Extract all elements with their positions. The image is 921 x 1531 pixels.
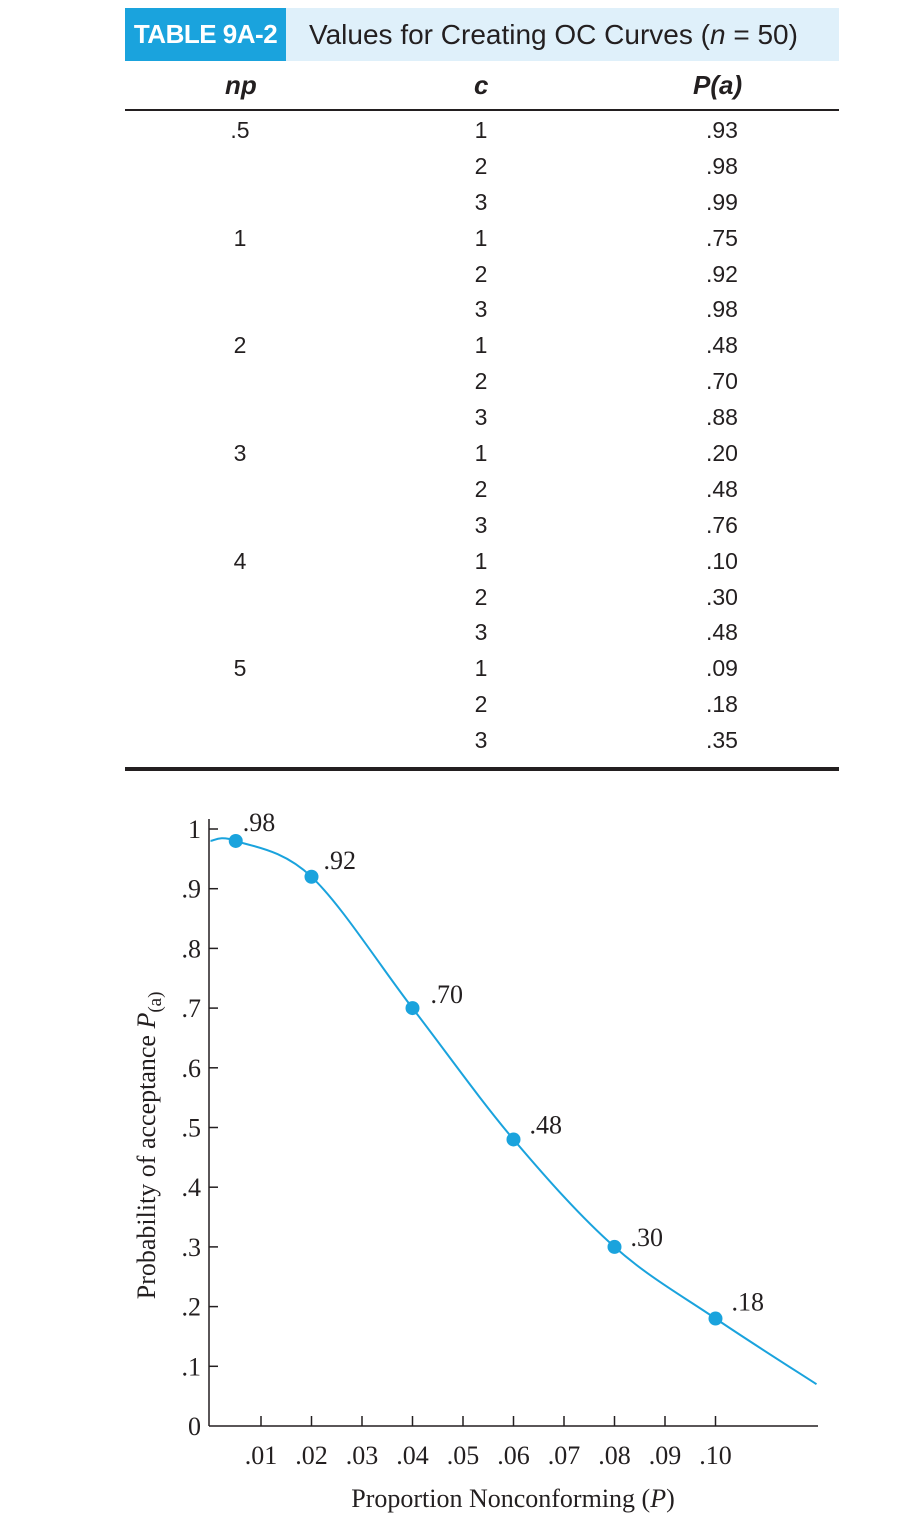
data-points [229, 808, 764, 1326]
cell-c: 3 [474, 296, 488, 323]
column-header-pa: P(a) [693, 70, 743, 100]
cell-pa: .99 [706, 188, 738, 215]
table-row [125, 400, 839, 436]
cell-c: 2 [474, 152, 488, 179]
x-tick-label: .06 [497, 1441, 530, 1470]
table-body [125, 113, 839, 759]
data-point [608, 1240, 622, 1254]
cell-pa: .48 [706, 332, 738, 359]
table-row [125, 113, 839, 149]
cell-pa: .70 [706, 368, 738, 395]
table-row [125, 651, 839, 687]
y-tick-label: .5 [181, 1113, 201, 1143]
oc-curve-line [211, 838, 817, 1384]
table-row [125, 580, 839, 616]
table-row [125, 292, 839, 328]
table-row [125, 472, 839, 508]
axes [182, 815, 819, 1470]
x-tick-label: .04 [396, 1441, 429, 1470]
data-label: .18 [731, 1287, 764, 1317]
cell-c: 1 [474, 224, 488, 251]
table-row [125, 687, 839, 723]
cell-np: .5 [230, 117, 250, 143]
y-tick-label: .1 [181, 1352, 201, 1382]
cell-c: 3 [474, 511, 488, 538]
data-label: .98 [242, 807, 276, 837]
data-label: .92 [323, 845, 356, 875]
cell-pa: .48 [706, 619, 738, 646]
y-tick-label: .8 [181, 934, 201, 964]
data-label: .30 [630, 1222, 663, 1252]
y-axis-label: Probability of acceptance $P_{(a)}$ [132, 991, 166, 1300]
y-tick-label: .7 [181, 994, 201, 1024]
cell-c: 2 [474, 583, 488, 610]
cell-c: 1 [474, 655, 488, 682]
cell-c: 3 [474, 619, 488, 646]
x-tick-label: .01 [244, 1441, 278, 1470]
table-top-rule [125, 109, 839, 111]
cell-c: 2 [474, 475, 488, 502]
cell-np: 5 [233, 655, 247, 682]
cell-c: 3 [474, 188, 488, 215]
cell-pa: .98 [706, 296, 738, 323]
x-tick-label: .08 [598, 1441, 631, 1470]
cell-c: 1 [474, 117, 488, 143]
cell-pa: .75 [706, 224, 738, 251]
y-tick-label: .9 [181, 874, 201, 904]
data-label: .48 [529, 1110, 562, 1140]
x-tick-label: .07 [547, 1441, 581, 1470]
cell-pa: .10 [706, 547, 738, 574]
data-label: .70 [430, 980, 463, 1010]
cell-pa: .92 [706, 260, 738, 287]
data-point [229, 834, 243, 848]
cell-np: 1 [233, 224, 247, 251]
cell-c: 3 [474, 727, 488, 754]
data-point [305, 870, 319, 884]
x-tick-label: .05 [446, 1441, 480, 1470]
x-axis-label: Proportion Nonconforming (P) [351, 1484, 675, 1513]
y-tick-label: 0 [188, 1412, 201, 1441]
data-point [709, 1312, 723, 1326]
cell-pa: .35 [706, 727, 738, 754]
table-row [125, 508, 839, 544]
cell-pa: .48 [706, 475, 738, 502]
column-header-c: c [474, 70, 489, 100]
table-row [125, 436, 839, 472]
y-tick-label: .4 [181, 1173, 201, 1203]
data-point [507, 1132, 521, 1146]
cell-c: 3 [474, 404, 488, 431]
cell-pa: .93 [706, 117, 738, 143]
cell-pa: .20 [706, 440, 738, 467]
cell-pa: .98 [706, 152, 738, 179]
cell-pa: .88 [706, 404, 738, 431]
table-header-bar [125, 8, 839, 61]
cell-pa: .76 [706, 511, 738, 538]
table-row [125, 257, 839, 293]
cell-np: 2 [233, 332, 247, 359]
x-tick-label: .02 [295, 1441, 328, 1470]
y-tick-label: .3 [181, 1232, 201, 1262]
table-bottom-rule [125, 767, 839, 771]
cell-c: 2 [474, 368, 488, 395]
cell-pa: .09 [706, 655, 738, 682]
table-row [125, 364, 839, 400]
cell-pa: .30 [706, 583, 738, 610]
cell-c: 1 [474, 547, 488, 574]
cell-c: 1 [474, 332, 488, 359]
table-row [125, 149, 839, 185]
data-point [406, 1001, 420, 1015]
cell-c: 2 [474, 260, 488, 287]
cell-np: 3 [233, 440, 247, 467]
table-row [125, 544, 839, 580]
table-row [125, 723, 839, 759]
y-tick-label: .6 [181, 1053, 201, 1083]
oc-curve-chart [0, 790, 921, 1531]
x-tick-label: .03 [345, 1441, 379, 1470]
x-tick-label: .09 [648, 1441, 682, 1470]
cell-c: 2 [474, 691, 488, 718]
cell-pa: .18 [706, 691, 738, 718]
column-header-np: np [225, 70, 257, 100]
x-tick-label: .10 [699, 1441, 732, 1470]
cell-c: 1 [474, 440, 488, 467]
y-tick-label: 1 [188, 815, 201, 844]
table-row [125, 615, 839, 651]
cell-np: 4 [233, 547, 247, 574]
y-tick-label: .2 [181, 1292, 201, 1322]
table-row [125, 221, 839, 257]
table-row [125, 328, 839, 364]
table-title: Values for Creating OC Curves (n = 50) [309, 19, 798, 50]
table-label: TABLE 9A-2 [125, 8, 286, 61]
table-row [125, 185, 839, 221]
